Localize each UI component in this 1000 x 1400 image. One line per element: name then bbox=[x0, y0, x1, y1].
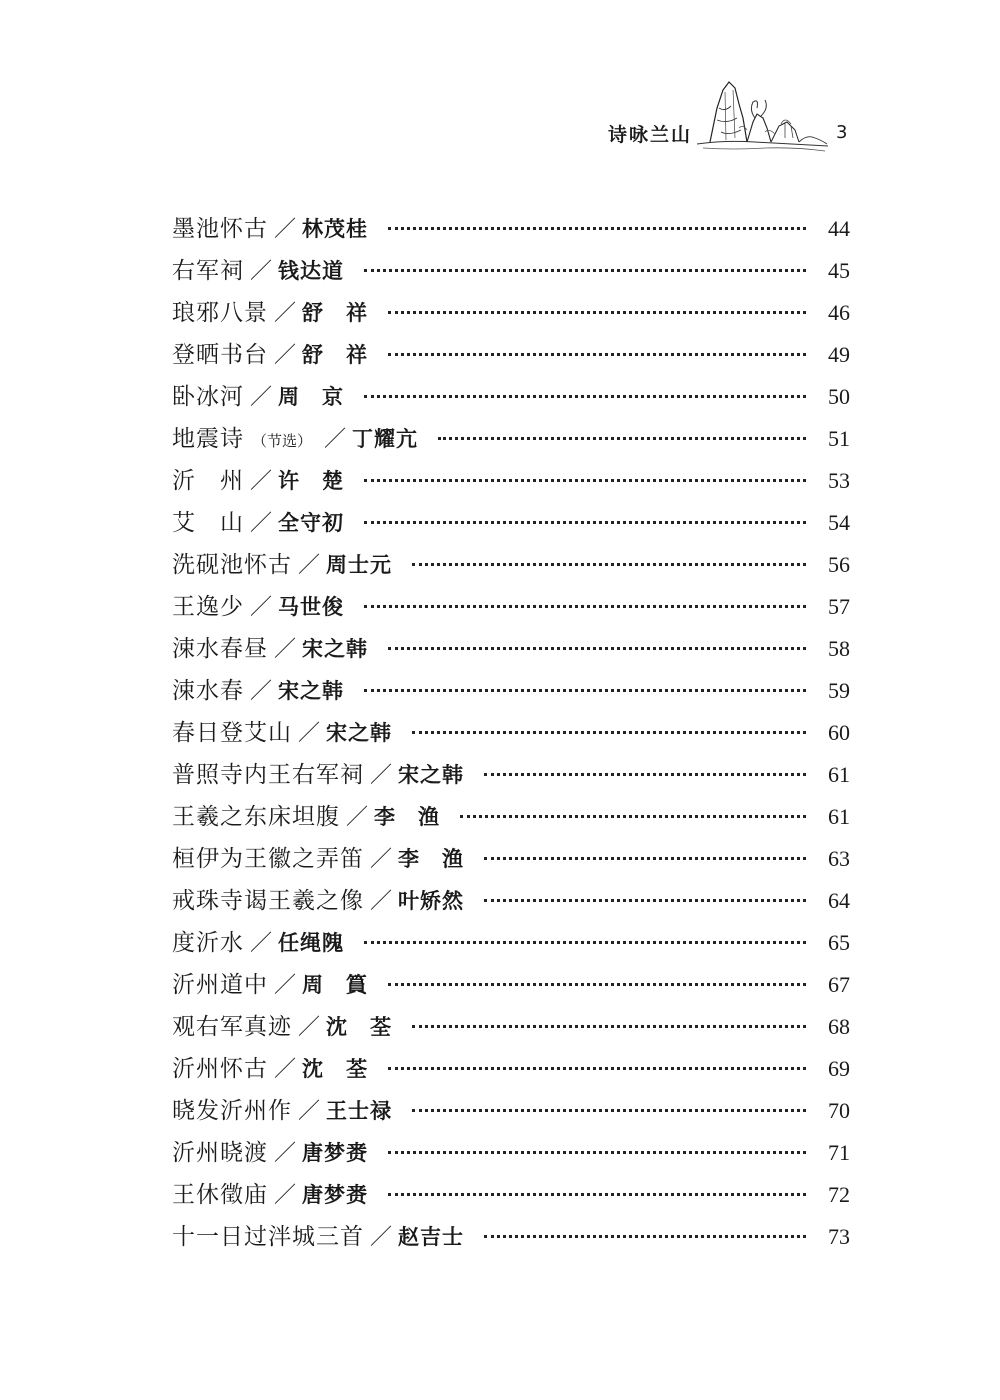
dot-leader bbox=[460, 815, 806, 818]
dot-leader bbox=[364, 395, 806, 398]
entry-title: 桓伊为王徽之弄笛 bbox=[172, 846, 364, 872]
separator-slash: ／ bbox=[250, 511, 273, 536]
toc-entry[interactable] bbox=[172, 1216, 850, 1258]
entry-page-number: 54 bbox=[828, 510, 850, 535]
entry-title: 沂州怀古 bbox=[172, 1056, 268, 1082]
entry-author: 宋之韩 bbox=[278, 679, 345, 703]
dot-leader bbox=[412, 563, 806, 566]
toc-entry[interactable] bbox=[172, 880, 850, 922]
toc-entry[interactable] bbox=[172, 838, 850, 880]
toc-entry[interactable] bbox=[172, 1090, 850, 1132]
entry-title: 春日登艾山 bbox=[172, 720, 292, 746]
entry-author: 沈 荃 bbox=[302, 1057, 369, 1081]
toc-entry[interactable] bbox=[172, 460, 850, 502]
separator-slash: ／ bbox=[298, 721, 321, 746]
separator-slash: ／ bbox=[274, 301, 297, 326]
entry-page-number: 70 bbox=[828, 1098, 850, 1123]
entry-page-number: 64 bbox=[828, 888, 850, 913]
separator-slash: ／ bbox=[370, 1225, 393, 1250]
entry-title: 晓发沂州作 bbox=[172, 1098, 292, 1124]
toc-entry[interactable] bbox=[172, 754, 850, 796]
separator-slash: ／ bbox=[298, 1099, 321, 1124]
toc-entry[interactable] bbox=[172, 922, 850, 964]
separator-slash: ／ bbox=[346, 805, 369, 830]
entry-title: 琅邪八景 bbox=[172, 300, 268, 326]
entry-title: 戒珠寺谒王羲之像 bbox=[172, 888, 364, 914]
toc-entry[interactable] bbox=[172, 502, 850, 544]
entry-author: 沈 荃 bbox=[326, 1015, 393, 1039]
entry-page-number: 67 bbox=[828, 972, 850, 997]
entry-title: 普照寺内王右军祠 bbox=[172, 762, 364, 788]
entry-author: 周 篔 bbox=[302, 973, 369, 997]
entry-author: 舒 祥 bbox=[302, 343, 369, 367]
entry-author: 丁耀亢 bbox=[352, 427, 419, 451]
entry-page-number: 61 bbox=[828, 762, 850, 787]
entry-page-number: 59 bbox=[828, 678, 850, 703]
entry-page-number: 44 bbox=[828, 216, 850, 241]
entry-title: 右军祠 bbox=[172, 258, 244, 284]
toc-entry[interactable] bbox=[172, 1048, 850, 1090]
toc-entry[interactable] bbox=[172, 628, 850, 670]
book-title: 诗咏兰山 bbox=[608, 124, 693, 146]
entry-title: 涑水春 bbox=[172, 678, 244, 704]
separator-slash: ／ bbox=[370, 763, 393, 788]
toc-entry[interactable] bbox=[172, 1132, 850, 1174]
toc-entry[interactable] bbox=[172, 250, 850, 292]
toc-entry[interactable] bbox=[172, 1006, 850, 1048]
entry-author: 宋之韩 bbox=[302, 637, 369, 661]
toc-entry[interactable] bbox=[172, 712, 850, 754]
entry-page-number: 69 bbox=[828, 1056, 850, 1081]
dot-leader bbox=[412, 1109, 806, 1112]
entry-title: 卧冰河 bbox=[172, 384, 244, 410]
dot-leader bbox=[388, 1151, 806, 1154]
toc-entry[interactable] bbox=[172, 796, 850, 838]
entry-page-number: 72 bbox=[828, 1182, 850, 1207]
entry-title: 王羲之东床坦腹 bbox=[172, 804, 340, 830]
entry-title: 沂州道中 bbox=[172, 972, 268, 998]
entry-title: 观右军真迹 bbox=[172, 1014, 292, 1040]
dot-leader bbox=[412, 1025, 806, 1028]
entry-title: 沂州晓渡 bbox=[172, 1140, 268, 1166]
separator-slash: ／ bbox=[298, 553, 321, 578]
entry-page-number: 45 bbox=[828, 258, 850, 283]
entry-author: 赵吉士 bbox=[398, 1225, 465, 1249]
entry-author: 全守初 bbox=[278, 511, 345, 535]
dot-leader bbox=[364, 941, 806, 944]
entry-page-number: 58 bbox=[828, 636, 850, 661]
entry-title: 洗砚池怀古 bbox=[172, 552, 292, 578]
dot-leader bbox=[388, 311, 806, 314]
toc-entry[interactable] bbox=[172, 586, 850, 628]
entry-page-number: 49 bbox=[828, 342, 850, 367]
dot-leader bbox=[388, 1193, 806, 1196]
separator-slash: ／ bbox=[298, 1015, 321, 1040]
entry-author: 钱达道 bbox=[278, 259, 345, 283]
dot-leader bbox=[412, 731, 806, 734]
toc-entry[interactable] bbox=[172, 292, 850, 334]
dot-leader bbox=[484, 1235, 806, 1238]
separator-slash: ／ bbox=[274, 1141, 297, 1166]
entry-author: 唐梦赉 bbox=[302, 1183, 369, 1207]
entry-author: 周士元 bbox=[326, 553, 393, 577]
entry-title: 王逸少 bbox=[172, 594, 244, 620]
toc-entry[interactable] bbox=[172, 208, 850, 250]
entry-title: 度沂水 bbox=[172, 930, 244, 956]
entry-author: 马世俊 bbox=[278, 595, 345, 619]
entry-page-number: 68 bbox=[828, 1014, 850, 1039]
entry-page-number: 60 bbox=[828, 720, 850, 745]
entry-author: 宋之韩 bbox=[326, 721, 393, 745]
separator-slash: ／ bbox=[250, 385, 273, 410]
entry-author: 周 京 bbox=[278, 385, 345, 409]
entry-author: 许 楚 bbox=[278, 469, 345, 493]
toc-entry[interactable] bbox=[172, 670, 850, 712]
toc-entry[interactable] bbox=[172, 1174, 850, 1216]
toc-entry[interactable] bbox=[172, 964, 850, 1006]
dot-leader bbox=[388, 647, 806, 650]
dot-leader bbox=[388, 983, 806, 986]
entry-title: 涑水春昼 bbox=[172, 636, 268, 662]
entry-author: 舒 祥 bbox=[302, 301, 369, 325]
dot-leader bbox=[388, 227, 806, 230]
dot-leader bbox=[484, 773, 806, 776]
entry-title: 王休徵庙 bbox=[172, 1182, 268, 1208]
dot-leader bbox=[388, 1067, 806, 1070]
separator-slash: ／ bbox=[274, 1057, 297, 1082]
separator-slash: ／ bbox=[274, 637, 297, 662]
separator-slash: ／ bbox=[250, 595, 273, 620]
entry-title-note: （节选） bbox=[252, 432, 313, 450]
entry-page-number: 50 bbox=[828, 384, 850, 409]
entry-title: 沂 州 bbox=[172, 468, 244, 494]
entry-page-number: 73 bbox=[828, 1224, 850, 1249]
entry-title: 十一日过泮城三首 bbox=[172, 1224, 364, 1250]
separator-slash: ／ bbox=[324, 427, 347, 452]
entry-author: 李 渔 bbox=[398, 847, 465, 871]
toc-entry[interactable] bbox=[172, 334, 850, 376]
entry-title: 地震诗 bbox=[172, 426, 244, 452]
separator-slash: ／ bbox=[250, 259, 273, 284]
entry-author: 任绳隗 bbox=[278, 931, 345, 955]
dot-leader bbox=[364, 269, 806, 272]
separator-slash: ／ bbox=[274, 343, 297, 368]
entry-page-number: 53 bbox=[828, 468, 850, 493]
entry-page-number: 51 bbox=[828, 426, 850, 451]
separator-slash: ／ bbox=[250, 469, 273, 494]
dot-leader bbox=[484, 857, 806, 860]
toc-entry[interactable] bbox=[172, 418, 850, 460]
entry-page-number: 57 bbox=[828, 594, 850, 619]
entry-page-number: 61 bbox=[828, 804, 850, 829]
entry-page-number: 71 bbox=[828, 1140, 850, 1165]
dot-leader bbox=[438, 437, 806, 440]
entry-author: 李 渔 bbox=[374, 805, 441, 829]
entry-title: 墨池怀古 bbox=[172, 216, 268, 242]
toc-entry[interactable] bbox=[172, 376, 850, 418]
separator-slash: ／ bbox=[370, 889, 393, 914]
mountain-landscape-icon bbox=[695, 78, 830, 158]
page-number: 3 bbox=[836, 122, 848, 143]
table-of-contents bbox=[172, 208, 850, 1258]
dot-leader bbox=[388, 353, 806, 356]
toc-entry[interactable] bbox=[172, 544, 850, 586]
entry-author: 林茂桂 bbox=[302, 217, 369, 241]
dot-leader bbox=[364, 605, 806, 608]
separator-slash: ／ bbox=[370, 847, 393, 872]
entry-author: 唐梦赉 bbox=[302, 1141, 369, 1165]
entry-author: 叶矫然 bbox=[398, 889, 465, 913]
entry-page-number: 65 bbox=[828, 930, 850, 955]
entry-page-number: 56 bbox=[828, 552, 850, 577]
separator-slash: ／ bbox=[250, 679, 273, 704]
dot-leader bbox=[364, 479, 806, 482]
entry-page-number: 46 bbox=[828, 300, 850, 325]
separator-slash: ／ bbox=[250, 931, 273, 956]
separator-slash: ／ bbox=[274, 1183, 297, 1208]
dot-leader bbox=[484, 899, 806, 902]
entry-title: 艾 山 bbox=[172, 510, 244, 536]
entry-author: 王士禄 bbox=[326, 1099, 393, 1123]
running-header bbox=[600, 78, 860, 158]
entry-author: 宋之韩 bbox=[398, 763, 465, 787]
dot-leader bbox=[364, 689, 806, 692]
entry-title: 登晒书台 bbox=[172, 342, 268, 368]
entry-page-number: 63 bbox=[828, 846, 850, 871]
separator-slash: ／ bbox=[274, 217, 297, 242]
dot-leader bbox=[364, 521, 806, 524]
separator-slash: ／ bbox=[274, 973, 297, 998]
